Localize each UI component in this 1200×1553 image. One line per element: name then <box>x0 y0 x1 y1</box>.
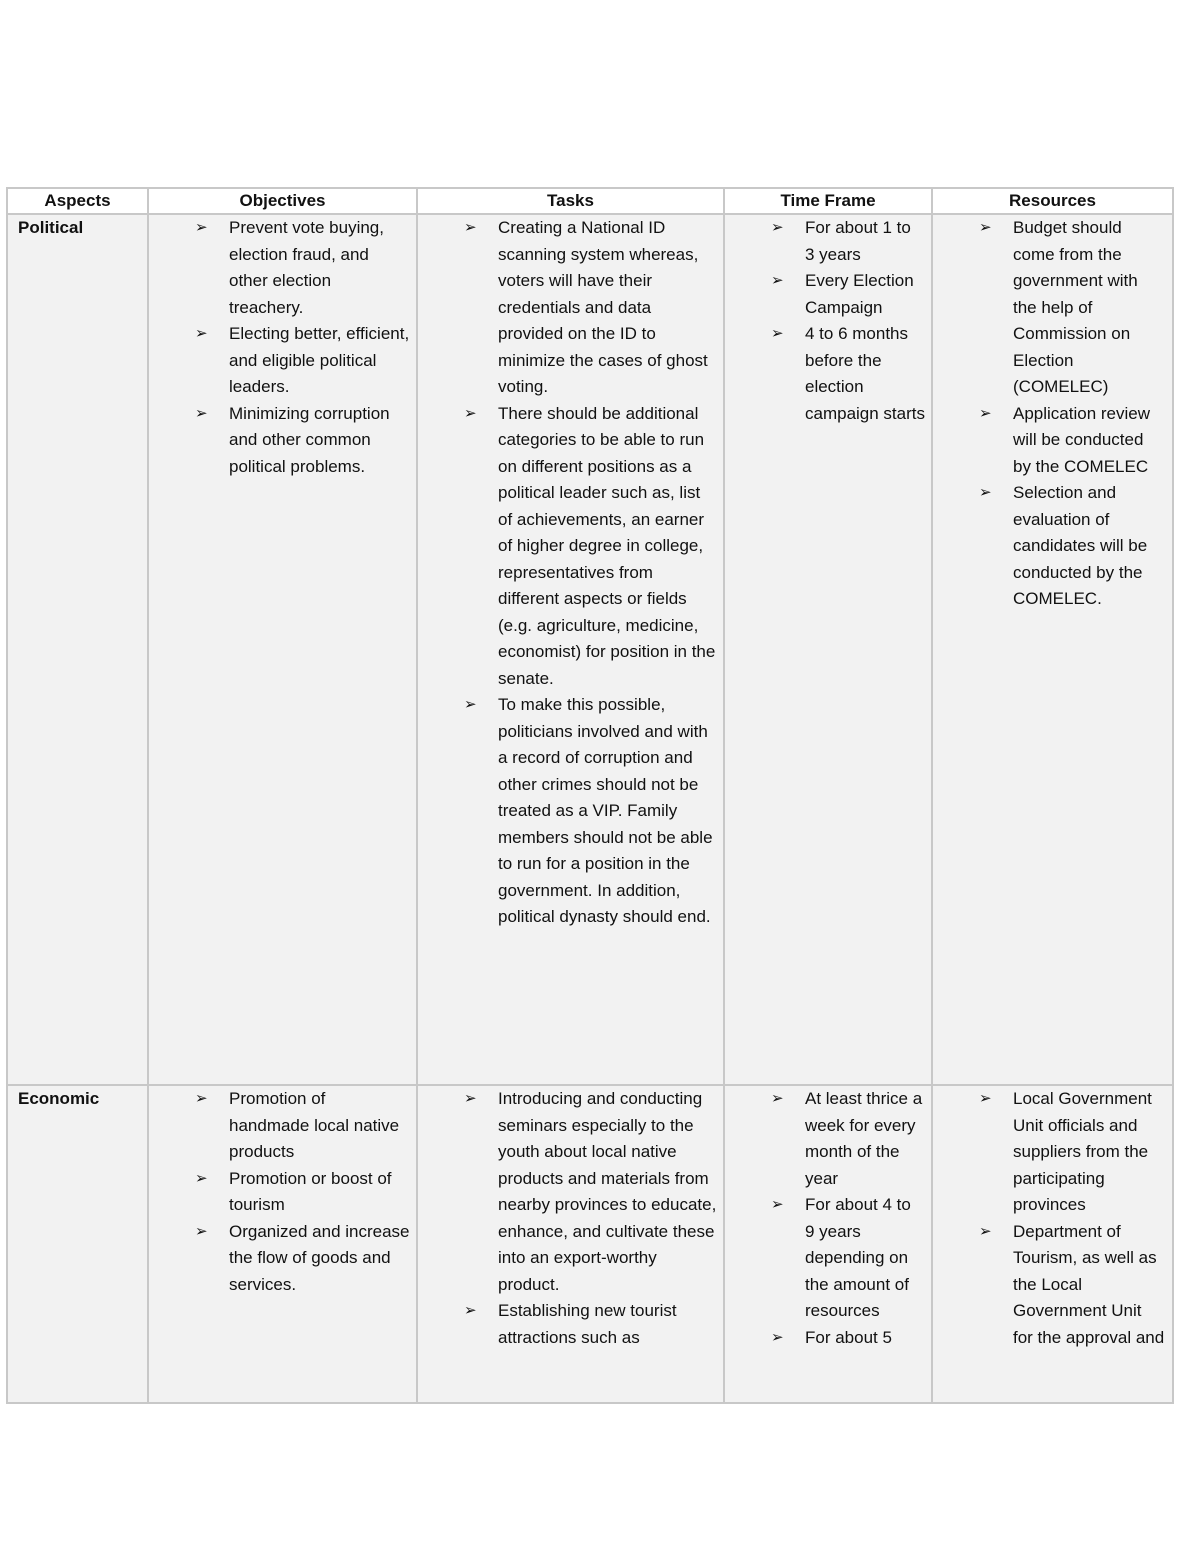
list-item: ➢ Minimizing corruption and other common political problems. <box>149 401 416 481</box>
list-item: ➢ For about 5 <box>725 1325 931 1352</box>
objectives-cell <box>148 214 417 1085</box>
list-item: ➢ Electing better, efficient, and eligible political leaders. <box>149 321 416 401</box>
arrowhead-bullet-icon: ➢ <box>979 1090 992 1107</box>
arrowhead-bullet-icon: ➢ <box>464 1302 477 1319</box>
arrowhead-bullet-icon: ➢ <box>464 696 477 713</box>
time-frame-cell <box>724 214 932 1085</box>
list-item: ➢ Every Election Campaign <box>725 268 931 321</box>
list-item: ➢ 4 to 6 months before the election campaign starts <box>725 321 931 427</box>
header-tasks: Tasks <box>417 188 724 214</box>
aspect-cell <box>7 1085 148 1403</box>
arrowhead-bullet-icon: ➢ <box>464 1090 477 1107</box>
list-item: ➢ Organized and increase the flow of goods and services. <box>149 1219 416 1299</box>
arrowhead-bullet-icon: ➢ <box>195 1169 208 1187</box>
arrowhead-bullet-icon: ➢ <box>771 325 784 342</box>
list-item: ➢ Selection and evaluation of candidates will be conducted by the COMELEC. <box>933 480 1172 613</box>
list-item: ➢ Establishing new tourist attractions such as <box>418 1298 723 1351</box>
list-item: ➢ Creating a National ID scanning system whereas, voters will have their credentials and data provided on the ID to minimize the cases of ghost voting. <box>418 215 723 401</box>
list-item: ➢ There should be additional categories to be able to run on different positions as a political leader such as, list of achievements, an earner of higher degree in college, representatives from different aspects or fields (e.g. agriculture, medicine, economist) for position in the senate. <box>418 401 723 693</box>
arrowhead-bullet-icon: ➢ <box>195 1090 208 1107</box>
list-item: ➢ To make this possible, politicians involved and with a record of corruption and other crimes should not be treated as a VIP. Family members should not be able to run for a position in the government. In addition, political dynasty should end. <box>418 692 723 931</box>
tasks-list <box>418 215 723 931</box>
arrowhead-bullet-icon: ➢ <box>771 1196 784 1213</box>
objectives-list <box>149 1086 416 1298</box>
tasks-cell <box>417 1085 724 1403</box>
arrowhead-bullet-icon: ➢ <box>195 325 208 342</box>
list-item: ➢ For about 4 to 9 years depending on the amount of resources <box>725 1192 931 1325</box>
list-item: ➢ Application review will be conducted by the COMELEC <box>933 401 1172 481</box>
resources-cell <box>932 214 1173 1085</box>
arrowhead-bullet-icon: ➢ <box>771 1328 784 1346</box>
arrowhead-bullet-icon: ➢ <box>464 404 477 422</box>
arrowhead-bullet-icon: ➢ <box>464 219 477 236</box>
list-item: ➢ Budget should come from the government with the help of Commission on Election (COMELEC) <box>933 215 1172 401</box>
time-frame-list <box>725 1086 931 1351</box>
aspect-label: Economic <box>18 1089 100 1108</box>
time-frame-list <box>725 215 931 427</box>
header-resources: Resources <box>932 188 1173 214</box>
list-item: ➢ Introducing and conducting seminars especially to the youth about local native products and materials from nearby provinces to educate, enhance, and cultivate these into an export-worthy product. <box>418 1086 723 1298</box>
arrowhead-bullet-icon: ➢ <box>771 272 784 289</box>
resources-list <box>933 1086 1172 1351</box>
header-objectives: Objectives <box>148 188 417 214</box>
list-item: ➢ Promotion of handmade local native products <box>149 1086 416 1166</box>
list-item: ➢ Prevent vote buying, election fraud, and other election treachery. <box>149 215 416 321</box>
arrowhead-bullet-icon: ➢ <box>195 219 208 236</box>
tasks-list <box>418 1086 723 1351</box>
objectives-cell <box>148 1085 417 1403</box>
header-row <box>7 188 1173 214</box>
objectives-list <box>149 215 416 480</box>
list-item: ➢ For about 1 to 3 years <box>725 215 931 268</box>
resources-cell <box>932 1085 1173 1403</box>
plan-table <box>6 187 1174 1404</box>
table-row-political <box>7 214 1173 1085</box>
time-frame-cell <box>724 1085 932 1403</box>
aspect-cell <box>7 214 148 1085</box>
table-row-economic <box>7 1085 1173 1403</box>
header-time-frame: Time Frame <box>724 188 932 214</box>
list-item: ➢ At least thrice a week for every month of the year <box>725 1086 931 1192</box>
arrowhead-bullet-icon: ➢ <box>195 1222 208 1240</box>
aspect-label: Political <box>18 218 84 237</box>
tasks-cell <box>417 214 724 1085</box>
list-item: ➢ Local Government Unit officials and suppliers from the participating provinces <box>933 1086 1172 1219</box>
arrowhead-bullet-icon: ➢ <box>979 484 992 501</box>
arrowhead-bullet-icon: ➢ <box>771 1090 784 1107</box>
resources-list <box>933 215 1172 613</box>
header-aspects: Aspects <box>7 188 148 214</box>
arrowhead-bullet-icon: ➢ <box>771 219 784 236</box>
arrowhead-bullet-icon: ➢ <box>979 1222 992 1240</box>
list-item: ➢ Department of Tourism, as well as the Local Government Unit for the approval and <box>933 1219 1172 1352</box>
arrowhead-bullet-icon: ➢ <box>195 404 208 422</box>
list-item: ➢ Promotion or boost of tourism <box>149 1166 416 1219</box>
arrowhead-bullet-icon: ➢ <box>979 219 992 236</box>
arrowhead-bullet-icon: ➢ <box>979 404 992 422</box>
